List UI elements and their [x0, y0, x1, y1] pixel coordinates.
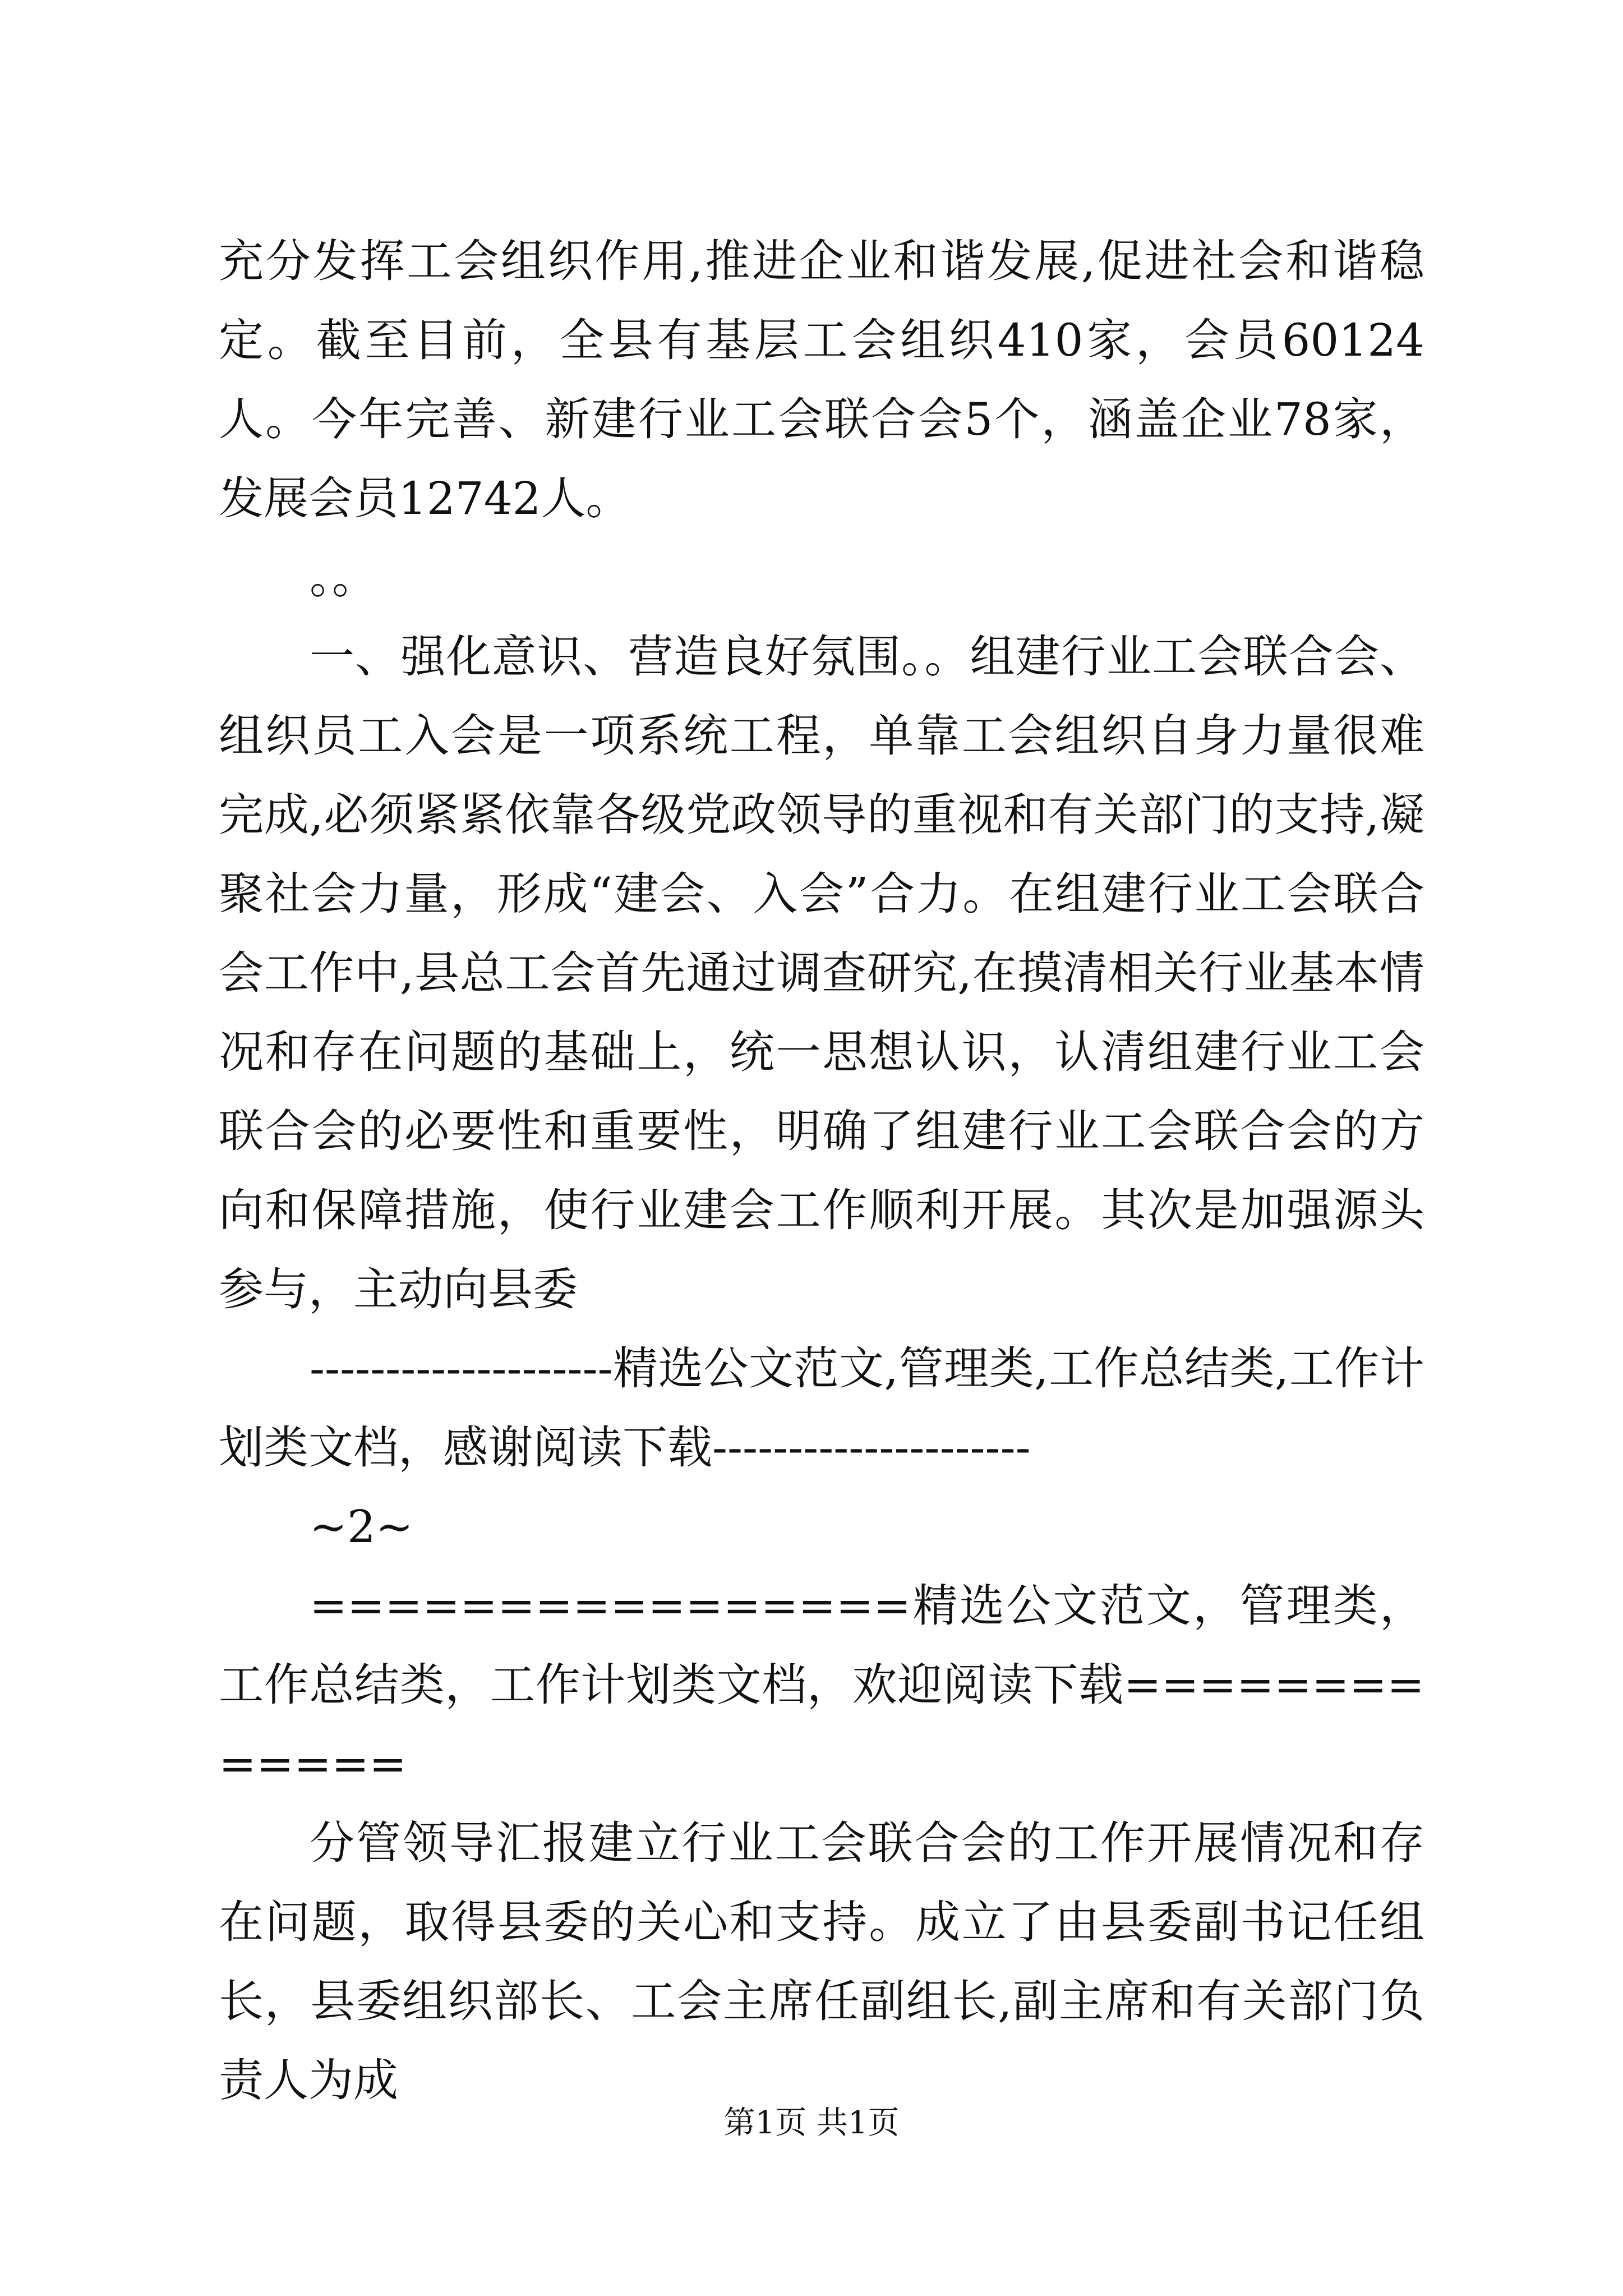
- page-footer: 第1页 共1页: [723, 2105, 900, 2141]
- paragraph-2: 。。: [310, 551, 377, 604]
- page-marker: ~2~: [310, 1501, 413, 1553]
- document-body: [219, 222, 1424, 2120]
- paragraph-1: 充分发挥工会组织作用,推进企业和谐发展,促进社会和谐稳定。截至目前，全县有基层工会组织410家，会员60124人。今年完善、新建行业工会联合会5个，涵盖企业78家，发展会员12742人。: [219, 235, 1424, 524]
- banner-divider-2: ================精选公文范文，管理类，工作总结类，工作计划类文档，欢迎阅读下载=============: [219, 1580, 1424, 1790]
- paragraph-4: 分管领导汇报建立行业工会联合会的工作开展情况和存在问题，取得县委的关心和支持。成立了由县委副书记任组长，县委组织部长、工会主席任副组长,副主席和有关部门负责人为成: [219, 1817, 1424, 2106]
- paragraph-3: 一、强化意识、营造良好氛围。。组建行业工会联合会、组织员工入会是一项系统工程，单靠工会组织自身力量很难完成,必须紧紧依靠各级党政领导的重视和有关部门的支持,凝聚社会力量，形成“建会、入会”合力。在组建行业工会联合会工作中,县总工会首先通过调查研究,在摸清相关行业基本情况和存在问题的基础上，统一思想认识，认清组建行业工会联合会的必要性和重要性，明确了组建行业工会联合会的方向和保障措施，使行业建会工作顺利开展。其次是加强源头参与，主动向县委: [219, 631, 1424, 1315]
- banner-divider-1: --------------------精选公文范文,管理类,工作总结类,工作计划类文档，感谢阅读下载---------------------: [219, 1342, 1424, 1474]
